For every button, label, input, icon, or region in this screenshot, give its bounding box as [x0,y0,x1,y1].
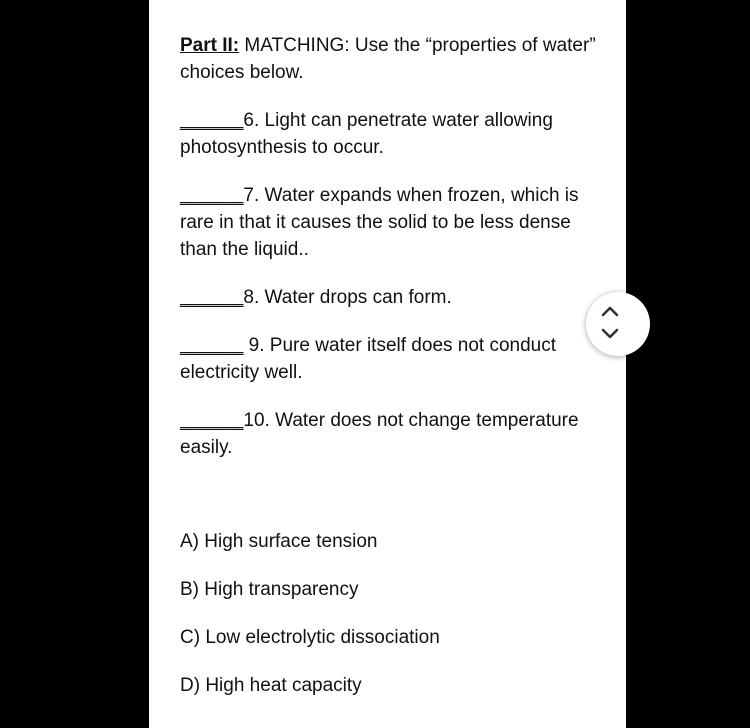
question-8 [180,284,600,311]
question-text: 10. Water does not change temperature easily. [180,410,579,458]
worksheet-content [180,32,600,720]
answer-blank: ______ [180,287,244,308]
choice-list [180,528,600,699]
chevron-up-icon[interactable] [600,304,620,318]
page-navigator [586,292,650,356]
question-6 [180,107,600,161]
question-text: 8. Water drops can form. [243,287,452,308]
question-text: 6. Light can penetrate water allowing photosynthesis to occur. [180,110,553,158]
answer-blank: ______ [180,410,244,431]
document-page [149,0,626,728]
chevron-down-icon[interactable] [600,327,620,341]
answer-blank: ______ [180,335,244,356]
section-instructions: MATCHING: Use the “properties of water” choices below. [180,35,596,83]
answer-blank: ______ [180,185,244,206]
question-text: 9. Pure water itself does not conduct electricity well. [180,335,557,383]
question-10 [180,407,600,461]
answer-blank: ______ [180,110,244,131]
question-text: 7. Water expands when frozen, which is rare in that it causes the solid to be less dense than the liquid.. [180,185,579,260]
choice-a: A) High surface tension [180,531,378,552]
question-9 [180,332,600,386]
question-7 [180,182,600,263]
choice-d: D) High heat capacity [180,675,362,696]
choice-b: B) High transparency [180,579,359,600]
section-label: Part II: [180,35,240,56]
choice-c: C) Low electrolytic dissociation [180,627,440,648]
section-heading [180,32,600,86]
